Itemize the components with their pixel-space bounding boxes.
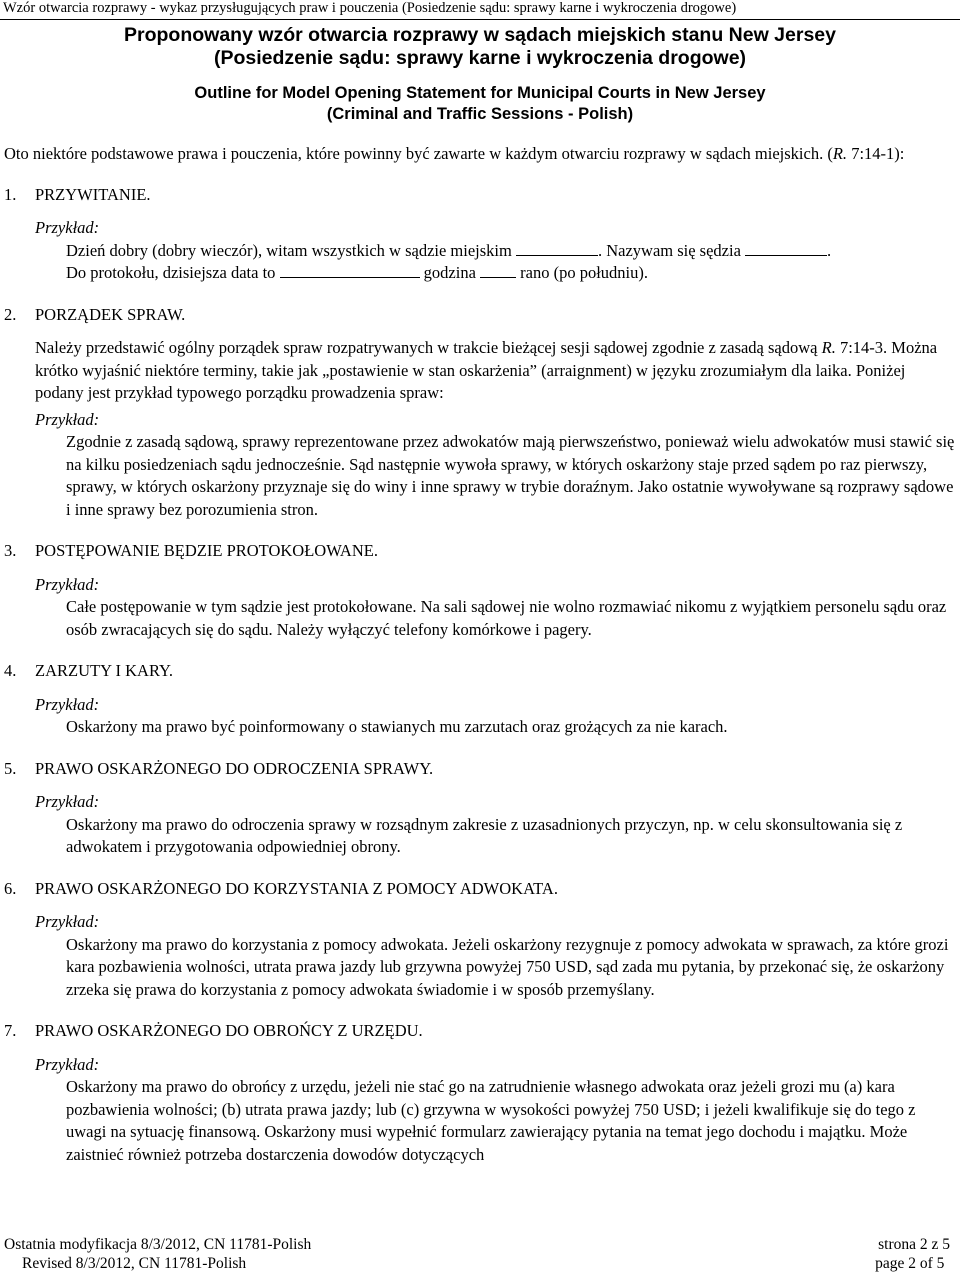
example-label: Przykład: (35, 1054, 100, 1074)
section-title: PRAWO OSKARŻONEGO DO KORZYSTANIA Z POMOCY ADWOKATA. (35, 878, 558, 898)
blank-hour (480, 262, 516, 278)
section-number: 4. (4, 661, 17, 680)
running-header: Wzór otwarcia rozprawy - wykaz przysługujących praw i pouczenia (Posiedzenie sądu: sprawy karne i wykroczenia drogowe) (0, 0, 960, 20)
section-5-heading (4, 758, 956, 781)
blank-court-name (516, 240, 598, 256)
section-3-heading (4, 540, 956, 563)
example-label: Przykład: (35, 694, 100, 714)
footer-revised-english: Revised 8/3/2012, CN 11781-Polish (22, 1255, 247, 1272)
example-label: Przykład: (35, 218, 100, 237)
intro-paragraph: Oto niektóre podstawowe prawa i pouczenia, które powinny być zawarte w każdym otwarciu rozprawy w sądach miejskich. (R. 7:14-1): (4, 144, 905, 163)
section-title: ZARZUTY I KARY. (35, 661, 173, 680)
record-line: Do protokołu, dzisiejsza data to godzina rano (po południu). (66, 263, 649, 282)
section-5-example: Oskarżony ma prawo do odroczenia sprawy w rozsądnym zakresie z uzasadnionych przyczyn, np. w celu skonsultowania się z adwokatem i przygotowania odpowiedniej obrony. (66, 814, 903, 856)
example-label: Przykład: (35, 792, 100, 811)
page-number-polish: strona 2 z 5 (878, 1236, 950, 1253)
section-1-example (66, 240, 956, 285)
section-number: 2. (4, 304, 17, 324)
section-3-example: Całe postępowanie w tym sądzie jest protokołowane. Na sali sądowej nie wolno rozmawiać nikomu z wyjątkiem personelu sądu oraz osób zwracających się do sądu. Należy wyłączyć telefony komórkowe i pagery. (66, 597, 947, 639)
section-1-heading (4, 184, 956, 207)
title-english-line-2: (Criminal and Traffic Sessions - Polish) (326, 105, 634, 123)
title-english (0, 83, 960, 125)
section-title: PRAWO OSKARŻONEGO DO OBROŃCY Z URZĘDU. (35, 1021, 423, 1040)
section-title: PORZĄDEK SPRAW. (35, 304, 186, 324)
page-number-english: page 2 of 5 (875, 1255, 945, 1272)
section-number: 7. (4, 1021, 17, 1040)
section-number: 3. (4, 541, 17, 560)
footer-left (4, 1235, 311, 1273)
title-polish-line-2: (Posiedzenie sądu: sprawy karne i wykroczenia drogowe) (213, 47, 747, 69)
section-title: PRZYWITANIE. (35, 184, 151, 204)
title-polish-line-1: Proponowany wzór otwarcia rozprawy w sądach miejskich stanu New Jersey (124, 24, 836, 46)
example-label: Przykład: (35, 574, 100, 594)
title-polish (0, 24, 960, 70)
title-english-line-1: Outline for Model Opening Statement for Municipal Courts in New Jersey (194, 84, 766, 102)
blank-judge-name (745, 240, 827, 256)
section-7-heading (4, 1020, 956, 1043)
section-title: PRAWO OSKARŻONEGO DO ODROCZENIA SPRAWY. (35, 758, 434, 778)
footer-modified-polish: Ostatnia modyfikacja 8/3/2012, CN 11781-Polish (4, 1236, 312, 1253)
section-2-example: Zgodnie z zasadą sądową, sprawy reprezentowane przez adwokatów mają pierwszeństwo, ponieważ wielu adwokatów musi stawić się na kilku posiedzeniach sądu jednocześnie. Sąd następnie wywoła sprawy, w których oskarżony staje przed sądem po raz pierwszy, sprawy, w których oskarżony przyznaje się do winy i inne sprawy w trybie doraźnym. Jako ostatnie wywoływane są rozprawy sądowe i inne sprawy bez porozumienia stron. (66, 432, 955, 519)
section-4-example: Oskarżony ma prawo być poinformowany o stawianych mu zarzutach oraz grożących za nie karach. (66, 717, 728, 736)
section-number: 1. (4, 184, 17, 204)
page-body (4, 143, 956, 1166)
section-title: POSTĘPOWANIE BĘDZIE PROTOKOŁOWANE. (35, 541, 378, 560)
section-4-heading (4, 660, 956, 683)
section-6-heading (4, 878, 956, 901)
example-label: Przykład: (35, 912, 100, 931)
section-2-paragraph: Należy przedstawić ogólny porządek spraw rozpatrywanych w trakcie bieżącej sesji sądowej zgodnie z zasadą sądową R. 7:14-3. Można krótko wyjaśnić niektóre terminy, takie jak „postawienie w stan oskarżenia” (arraignment) w języku zrozumiałym dla laika. Poniżej podany jest przykład typowego porządku prowadzenia spraw: (35, 338, 938, 402)
section-7-example: Oskarżony ma prawo do obrońcy z urzędu, jeżeli nie stać go na zatrudnienie własnego adwokata oraz jeżeli grozi mu (a) kara pozbawienia wolności; (b) utrata prawa jazdy; lub (c) grzywna w wysokości powyżej 750 USD; i jeżeli kwalifikuje się do tego z uwagi na sytuację finansową. Oskarżony musi wypełnić formularz zawierający pytania na temat jego dochodu i majątku. Może zaistnieć również potrzeba dostarczenia dowodów dotyczących (66, 1077, 916, 1164)
section-number: 5. (4, 758, 17, 778)
section-number: 6. (4, 878, 17, 898)
example-label: Przykład: (35, 409, 100, 429)
footer-right (875, 1235, 950, 1273)
blank-date (280, 262, 420, 278)
section-2-heading (4, 304, 956, 327)
section-6-example: Oskarżony ma prawo do korzystania z pomocy adwokata. Jeżeli oskarżony rezygnuje z pomocy adwokata w sprawach, za które grozi kara pozbawienia wolności, utrata prawa jazdy lub grzywna powyżej 750 USD, sąd zada mu pytania, by przekonać się, że oskarżony zrzeka się prawa do korzystania z pomocy adwokata świadomie i w sposób przemyślany. (66, 934, 949, 999)
greeting-line: Dzień dobry (dobry wieczór), witam wszystkich w sądzie miejskim . Nazywam się sędzia . (66, 240, 832, 260)
document-titles (0, 18, 960, 125)
